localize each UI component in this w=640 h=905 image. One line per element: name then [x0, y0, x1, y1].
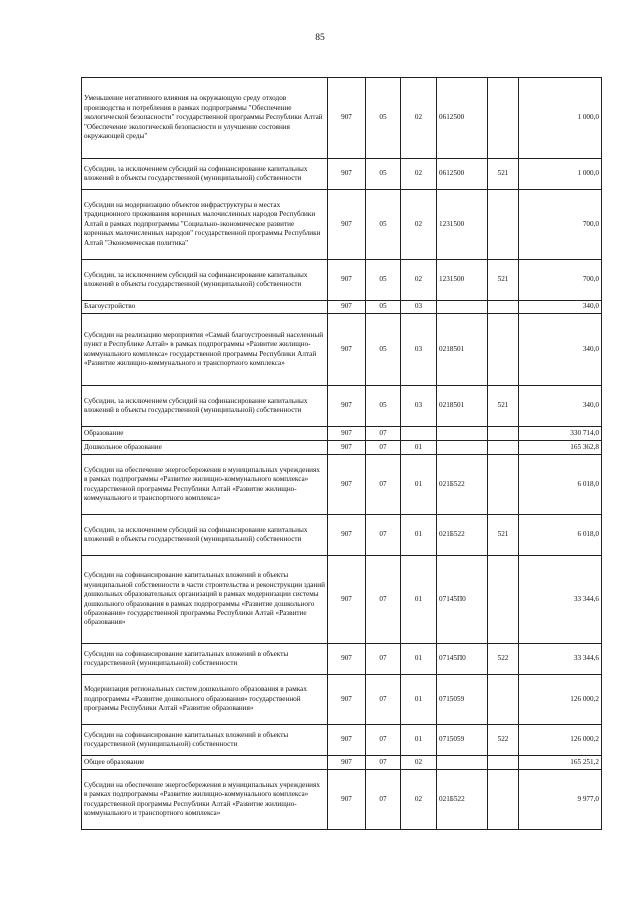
- row-target-article: 0218501: [437, 386, 488, 427]
- row-target-article: 0218501: [437, 314, 488, 386]
- row-section: 07: [366, 756, 401, 770]
- row-name: Образование: [82, 427, 328, 441]
- row-target-article: 0715059: [437, 725, 488, 756]
- table-row: [82, 644, 602, 675]
- row-target-article: [437, 756, 488, 770]
- row-section: 05: [366, 78, 401, 159]
- row-name: Субсидии на обеспечение энергосбережения в муниципальных учреждениях в рамках подпрограммы «Развитие жилищно-коммунального комплекса» государственной программы Республики Алтай «Развитие жилищно-коммунального и транспортного комплекса»: [82, 770, 328, 830]
- row-target-article: 07145П0: [437, 556, 488, 644]
- row-expense-type: [488, 441, 519, 455]
- row-code: 907: [328, 190, 366, 260]
- row-name: Субсидии, за исключением субсидий на софинансирование капитальных вложений в объекты государственной (муниципальной) собственности: [82, 515, 328, 556]
- row-target-article: [437, 427, 488, 441]
- row-section: 05: [366, 314, 401, 386]
- row-subsection: 03: [401, 386, 437, 427]
- row-subsection: 03: [401, 301, 437, 314]
- row-name: Субсидии на реализацию мероприятия «Самый благоустроенный населенный пункт в Республике Алтай» в рамках подпрограммы «Развитие жилищно-коммунального комплекса» государственной программы Республики Алтай «Развитие жилищно-коммунального и транспортного комплекса»: [82, 314, 328, 386]
- row-name: Субсидии, за исключением субсидий на софинансирование капитальных вложений в объекты государственной (муниципальной) собственности: [82, 159, 328, 190]
- table-row: [82, 260, 602, 301]
- row-subsection: 01: [401, 725, 437, 756]
- row-code: 907: [328, 675, 366, 725]
- budget-table-body: [82, 78, 602, 830]
- row-code: 907: [328, 260, 366, 301]
- row-name: Субсидии на софинансирование капитальных вложений в объекты муниципальной собственности в части строительства и реконструкции зданий дошкольных образовательных организаций в рамках модернизации системы дошкольного образования в рамках подпрограммы «Развитие дошкольного образования» государственной программы Республики Алтай «Развитие образования»: [82, 556, 328, 644]
- row-amount: 126 000,2: [519, 725, 602, 756]
- row-section: 05: [366, 190, 401, 260]
- row-section: 07: [366, 770, 401, 830]
- row-section: 05: [366, 386, 401, 427]
- row-target-article: [437, 441, 488, 455]
- row-amount: 340,0: [519, 386, 602, 427]
- row-target-article: 07145П0: [437, 644, 488, 675]
- table-row: [82, 386, 602, 427]
- row-code: 907: [328, 441, 366, 455]
- row-amount: 33 344,6: [519, 644, 602, 675]
- row-amount: 6 018,0: [519, 455, 602, 515]
- table-row: [82, 675, 602, 725]
- row-amount: 340,0: [519, 314, 602, 386]
- row-code: 907: [328, 515, 366, 556]
- row-subsection: 01: [401, 644, 437, 675]
- row-section: 07: [366, 515, 401, 556]
- row-subsection: 01: [401, 455, 437, 515]
- table-row: [82, 78, 602, 159]
- row-expense-type: 521: [488, 386, 519, 427]
- row-code: 907: [328, 770, 366, 830]
- table-row: [82, 441, 602, 455]
- row-amount: 700,0: [519, 260, 602, 301]
- table-row: [82, 301, 602, 314]
- row-amount: 126 000,2: [519, 675, 602, 725]
- row-name: Дошкольное образование: [82, 441, 328, 455]
- row-target-article: [437, 301, 488, 314]
- row-name: Субсидии на модернизацию объектов инфраструктуры в местах традиционного проживания коренных малочисленных народов Республики Алтай в рамках подпрограммы "Социально-экономическое развитие коренных малочисленных народов" государственной программы Республики Алтай "Экономическая политика": [82, 190, 328, 260]
- row-name: Субсидии на софинансирование капитальных вложений в объекты государственной (муниципальной) собственности: [82, 644, 328, 675]
- table-row: [82, 756, 602, 770]
- row-subsection: 03: [401, 314, 437, 386]
- row-name: Субсидии, за исключением субсидий на софинансирование капитальных вложений в объекты государственной (муниципальной) собственности: [82, 386, 328, 427]
- row-amount: 1 000,0: [519, 159, 602, 190]
- row-subsection: 02: [401, 190, 437, 260]
- row-expense-type: 522: [488, 725, 519, 756]
- row-subsection: 01: [401, 675, 437, 725]
- table-row: [82, 190, 602, 260]
- table-row: [82, 159, 602, 190]
- table-row: [82, 770, 602, 830]
- row-section: 05: [366, 301, 401, 314]
- row-amount: 33 344,6: [519, 556, 602, 644]
- table-row: [82, 427, 602, 441]
- row-name: Субсидии на софинансирование капитальных вложений в объекты государственной (муниципальной) собственности: [82, 725, 328, 756]
- row-name: Благоустройство: [82, 301, 328, 314]
- row-target-article: 0612500: [437, 159, 488, 190]
- row-expense-type: 522: [488, 644, 519, 675]
- row-target-article: 0612500: [437, 78, 488, 159]
- row-subsection: 02: [401, 159, 437, 190]
- table-row: [82, 556, 602, 644]
- row-amount: 165 362,8: [519, 441, 602, 455]
- row-subsection: 01: [401, 441, 437, 455]
- row-code: 907: [328, 314, 366, 386]
- row-code: 907: [328, 159, 366, 190]
- row-expense-type: [488, 455, 519, 515]
- row-expense-type: 521: [488, 159, 519, 190]
- row-target-article: 0715059: [437, 675, 488, 725]
- row-code: 907: [328, 427, 366, 441]
- row-expense-type: [488, 770, 519, 830]
- row-section: 07: [366, 455, 401, 515]
- row-expense-type: [488, 190, 519, 260]
- row-section: 07: [366, 725, 401, 756]
- table-row: [82, 515, 602, 556]
- row-subsection: 02: [401, 78, 437, 159]
- row-section: 05: [366, 159, 401, 190]
- row-amount: 6 018,0: [519, 515, 602, 556]
- row-name: Общее образование: [82, 756, 328, 770]
- row-target-article: 1231500: [437, 260, 488, 301]
- row-name: Субсидии на обеспечение энергосбережения в муниципальных учреждениях в рамках подпрограммы «Развитие жилищно-коммунального комплекса» государственной программы Республики Алтай «Развитие жилищно-коммунального и транспортного комплекса»: [82, 455, 328, 515]
- row-section: 07: [366, 441, 401, 455]
- row-subsection: 01: [401, 556, 437, 644]
- row-section: 07: [366, 556, 401, 644]
- row-code: 907: [328, 725, 366, 756]
- row-amount: 165 251,2: [519, 756, 602, 770]
- row-code: 907: [328, 455, 366, 515]
- row-name: Уменьшение негативного влияния на окружающую среду отходов производства и потребления в рамках подпрограммы "Обеспечение экологической безопасности" государственной программы Республики Алтай "Обеспечение экологической безопасности и улучшение состояния окружающей среды": [82, 78, 328, 159]
- row-code: 907: [328, 386, 366, 427]
- row-code: 907: [328, 301, 366, 314]
- row-code: 907: [328, 78, 366, 159]
- row-expense-type: [488, 427, 519, 441]
- row-target-article: 021Б522: [437, 455, 488, 515]
- row-name: Модернизация региональных систем дошкольного образования в рамках подпрограммы «Развитие дошкольного образования» государственной программы Республики Алтай «Развитие образования»: [82, 675, 328, 725]
- row-expense-type: [488, 314, 519, 386]
- row-code: 907: [328, 644, 366, 675]
- row-expense-type: [488, 301, 519, 314]
- row-expense-type: [488, 556, 519, 644]
- row-expense-type: 521: [488, 515, 519, 556]
- row-amount: 330 714,0: [519, 427, 602, 441]
- row-subsection: 02: [401, 756, 437, 770]
- row-section: 07: [366, 675, 401, 725]
- row-subsection: 01: [401, 515, 437, 556]
- row-expense-type: [488, 756, 519, 770]
- row-code: 907: [328, 756, 366, 770]
- table-row: [82, 455, 602, 515]
- row-expense-type: [488, 675, 519, 725]
- row-subsection: 02: [401, 260, 437, 301]
- row-expense-type: [488, 78, 519, 159]
- table-row: [82, 314, 602, 386]
- row-target-article: 1231500: [437, 190, 488, 260]
- budget-table: [81, 77, 602, 830]
- row-section: 07: [366, 427, 401, 441]
- row-section: 07: [366, 644, 401, 675]
- row-subsection: [401, 427, 437, 441]
- page-number: 85: [315, 33, 325, 43]
- row-section: 05: [366, 260, 401, 301]
- row-subsection: 02: [401, 770, 437, 830]
- row-target-article: 021Б522: [437, 515, 488, 556]
- row-amount: 9 977,0: [519, 770, 602, 830]
- row-expense-type: 521: [488, 260, 519, 301]
- row-amount: 340,0: [519, 301, 602, 314]
- row-target-article: 021Б522: [437, 770, 488, 830]
- row-name: Субсидии, за исключением субсидий на софинансирование капитальных вложений в объекты государственной (муниципальной) собственности: [82, 260, 328, 301]
- table-row: [82, 725, 602, 756]
- row-code: 907: [328, 556, 366, 644]
- row-amount: 700,0: [519, 190, 602, 260]
- row-amount: 1 000,0: [519, 78, 602, 159]
